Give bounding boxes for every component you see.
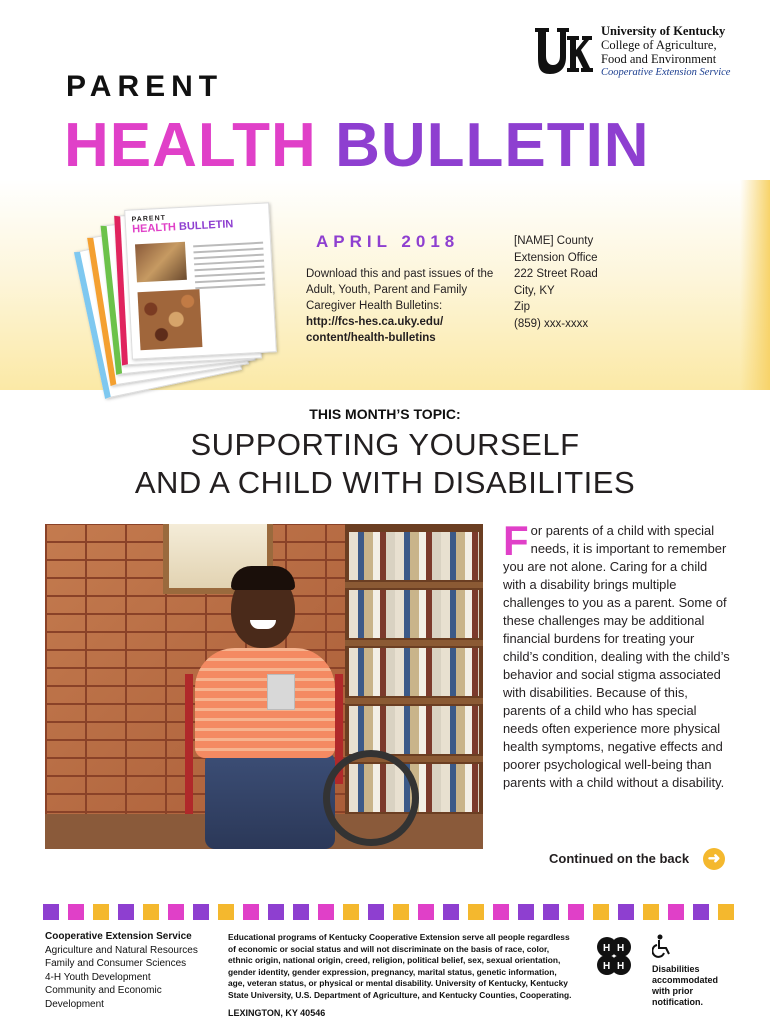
masthead-parent: PARENT: [66, 70, 224, 103]
address-line: Zip: [514, 301, 530, 313]
decorative-square: [468, 904, 484, 920]
address-line: Extension Office: [514, 251, 598, 264]
address-line: [NAME] County: [514, 235, 594, 247]
decorative-square: [243, 904, 259, 920]
header-band-edge: [740, 180, 770, 390]
bulletin-thumbnail-stack: [88, 206, 278, 366]
continued-link[interactable]: Continued on the back: [549, 851, 690, 866]
decorative-square: [568, 904, 584, 920]
thumbnail-bulletin: BULLETIN: [178, 218, 234, 234]
footer-city: LEXINGTON, KY 40546: [228, 1008, 326, 1018]
logo-text: [601, 24, 761, 80]
decorative-square: [693, 904, 709, 920]
topic-title-line2: AND A CHILD WITH DISABILITIES: [134, 465, 636, 500]
bulletin-sheet-front: [124, 202, 277, 359]
svg-text:H: H: [617, 961, 625, 972]
decorative-square: [218, 904, 234, 920]
uk-mark-icon: [533, 26, 593, 78]
decorative-square: [643, 904, 659, 920]
article-intro: [503, 517, 733, 792]
disclaimer-text: Educational programs of Kentucky Cooperative Extension serve all people regardless of economic or social status and will not discriminate on the basis of race, color, ethnic origin, national origin, creed, religion, political belief, sex, sexual orientation, gender identity, gender expression, pregnancy, marital status, genetic information, age, veteran status, or physical or mental disability. University of Kentucky, Kentucky State University, U.S. Department of Agriculture, and Kentucky Counties, Cooperating.: [228, 932, 572, 1000]
boy-shirt: [195, 648, 335, 758]
decorative-square: [318, 904, 334, 920]
footer-disclaimer: [228, 932, 573, 1020]
thumbnail-nuts-photo: [138, 289, 203, 350]
arrow-right-circle-icon[interactable]: ➜: [703, 848, 725, 870]
decorative-square: [543, 904, 559, 920]
decorative-square: [193, 904, 209, 920]
svg-text:H: H: [617, 943, 625, 954]
thumbnail-health: HEALTH: [131, 221, 177, 236]
books: [349, 706, 479, 754]
accommodation-note: [652, 964, 742, 1008]
footer-title: Cooperative Extension Service: [45, 931, 192, 942]
decorative-square: [293, 904, 309, 920]
svg-text:H: H: [603, 961, 611, 972]
decorative-square: [418, 904, 434, 920]
shirt-pocket: [267, 674, 295, 710]
svg-text:H: H: [603, 943, 611, 954]
boy-wheelchair-photo: [45, 524, 483, 849]
address-line: 222 Street Road: [514, 268, 598, 280]
boy-hair: [231, 566, 295, 590]
footer-programs: [45, 930, 220, 1011]
masthead-bulletin: BULLETIN: [335, 111, 650, 180]
decorative-square: [618, 904, 634, 920]
thumbnail-text-lines: [193, 242, 265, 294]
logo-food: Food and Environment: [601, 52, 717, 66]
decorative-square: [443, 904, 459, 920]
books: [349, 532, 479, 580]
decorative-square: [118, 904, 134, 920]
decorative-square: [593, 904, 609, 920]
footer-program: Community and Economic Development: [45, 985, 162, 1010]
4h-clover-icon: [590, 934, 638, 982]
masthead-health: HEALTH: [64, 111, 317, 180]
wheelchair-frame: [185, 674, 193, 814]
wheelchair-wheel: [323, 750, 419, 846]
masthead-title: [64, 110, 650, 182]
decorative-square: [168, 904, 184, 920]
address-line: City, KY: [514, 284, 555, 297]
accommodation-line: with prior notification.: [652, 986, 703, 1007]
decorative-square: [518, 904, 534, 920]
drop-cap: F: [503, 517, 529, 564]
decorative-square: [368, 904, 384, 920]
article-body: or parents of a child with special needs, it is important to remember you are not alone. Caring for a child with a disability brings multiple challenges to you as a parent. Some of these challenges may be additional financial burdens for treating your child’s condition, dealing with the child’s behavior and social stigma associated with disabilities. Because of this, parents of a child who has special needs often experience more physical health symptoms, negative effects and poorer psychological well-being than parents with a child without a disability.: [503, 523, 730, 790]
bulletin-link-line1[interactable]: http://fcs-hes.ca.uky.edu/: [306, 316, 444, 328]
decorative-square: [343, 904, 359, 920]
decorative-square: [718, 904, 734, 920]
shelf: [345, 698, 483, 704]
logo-university: University of Kentucky: [601, 24, 726, 38]
county-address: [514, 233, 644, 332]
topic-title-line1: SUPPORTING YOURSELF: [190, 427, 580, 462]
boy-jeans: [205, 752, 335, 849]
download-info: [306, 266, 506, 346]
decorative-squares: [43, 904, 743, 920]
decorative-square: [393, 904, 409, 920]
decorative-square: [43, 904, 59, 920]
footer-program: Agriculture and Natural Resources: [45, 944, 198, 956]
decorative-square: [143, 904, 159, 920]
books: [349, 590, 479, 638]
thumbnail-photo: [135, 242, 187, 283]
logo-college: College of Agriculture,: [601, 38, 717, 52]
accommodation-line: Disabilities: [652, 964, 700, 974]
shelf: [345, 640, 483, 646]
decorative-square: [68, 904, 84, 920]
issue-date: APRIL 2018: [316, 232, 460, 251]
footer-program: Family and Consumer Sciences: [45, 958, 187, 969]
uk-logo: [533, 24, 758, 84]
thumbnail-parent: PARENT: [131, 214, 167, 224]
address-phone: (859) xxx-xxxx: [514, 317, 589, 330]
shelf: [345, 582, 483, 588]
books: [349, 648, 479, 696]
accommodation-line: accommodated: [652, 975, 719, 985]
decorative-square: [268, 904, 284, 920]
decorative-square: [493, 904, 509, 920]
topic-title: [0, 426, 770, 502]
bulletin-link-line2[interactable]: content/health-bulletins: [306, 332, 436, 344]
topic-label: THIS MONTH’S TOPIC:: [309, 406, 461, 422]
logo-extension: Cooperative Extension Service: [601, 67, 731, 78]
decorative-square: [668, 904, 684, 920]
wheelchair-icon: [652, 934, 672, 958]
download-text: Download this and past issues of the Adult, Youth, Parent and Family Caregiver Health Bulletins:: [306, 268, 494, 312]
decorative-square: [93, 904, 109, 920]
footer-program: 4-H Youth Development: [45, 971, 151, 983]
